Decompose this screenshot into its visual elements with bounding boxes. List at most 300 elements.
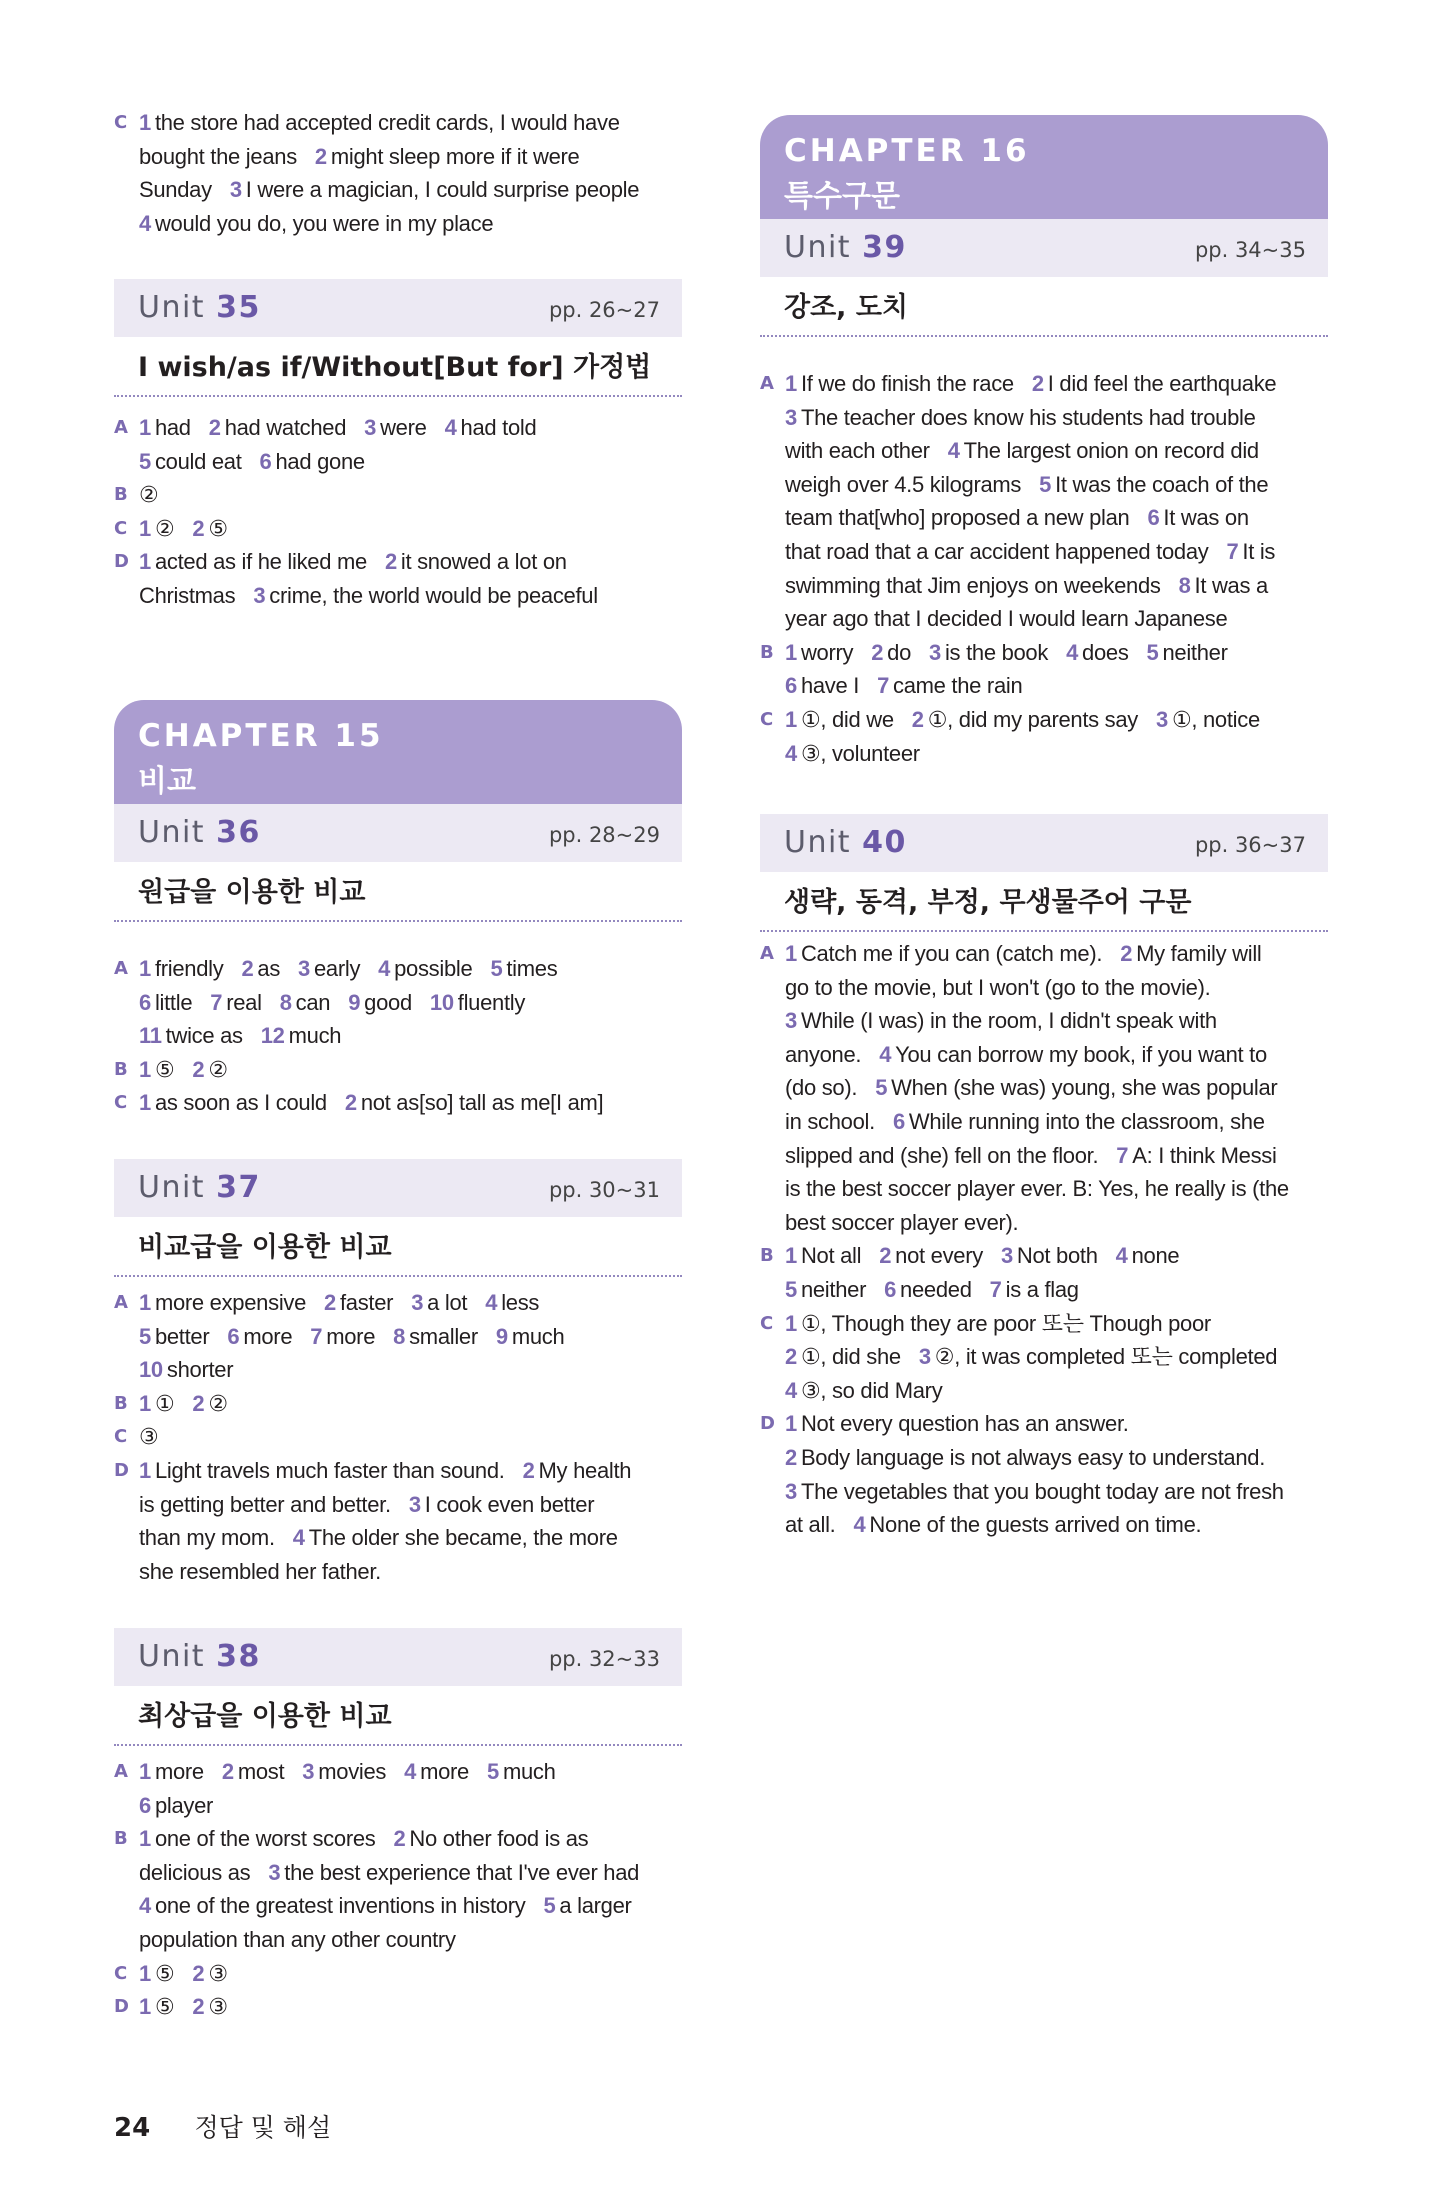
answer-item: [785, 1344, 901, 1369]
answer-line: [114, 140, 682, 174]
answer-text: than my mom.: [139, 1525, 275, 1551]
answer-text: slipped and (she) fell on the floor.: [785, 1142, 1099, 1168]
answer-text: I cook even better: [424, 1491, 595, 1517]
answer-item: [139, 1525, 275, 1550]
section-label: C: [760, 708, 773, 730]
answer-line: [114, 1889, 682, 1923]
answer-item: [260, 449, 365, 474]
answer-item: [192, 1391, 227, 1416]
answer-item: [378, 956, 472, 981]
section-label: C: [114, 1092, 127, 1114]
item-number: 2: [192, 1960, 205, 1986]
answer-line: [760, 703, 1328, 737]
answer-text: ①, Though they are poor 또는 Though poor: [800, 1310, 1211, 1336]
answer-text: with each other: [785, 438, 930, 464]
answer-text: While running into the classroom, she: [908, 1108, 1265, 1134]
answer-item: [209, 415, 346, 440]
item-number: 4: [404, 1759, 417, 1784]
unit-pages: pp. 36~37: [1194, 833, 1306, 857]
answer-text: go to the movie, but I won't (go to the movie).: [785, 974, 1211, 1000]
item-number: 4: [1115, 1243, 1128, 1269]
item-number: 1: [139, 1290, 151, 1315]
item-number: 9: [495, 1323, 508, 1349]
answer-text: smaller: [409, 1323, 478, 1349]
unit-title: 생략, 동격, 부정, 무생물주어 구문: [760, 872, 1328, 932]
item-number: 2: [879, 1243, 892, 1269]
answer-item: [879, 1243, 983, 1268]
answer-text: fluently: [457, 989, 526, 1015]
answer-item: [785, 1445, 1265, 1470]
item-number: 7: [877, 673, 890, 699]
answer-item: [785, 438, 930, 463]
answer-text: ②: [154, 515, 175, 541]
item-number: 2: [192, 515, 205, 541]
section-label: C: [760, 1312, 773, 1334]
answer-text: were: [380, 415, 427, 440]
answer-item: [1147, 505, 1248, 530]
answer-text: population than any other country: [139, 1926, 456, 1952]
item-number: 4: [879, 1041, 892, 1067]
unit-pages: pp. 26~27: [548, 298, 660, 322]
answer-line: [760, 971, 1328, 1005]
answer-text: I were a magician, I could surprise people: [245, 177, 640, 203]
answer-text: ⑤: [154, 1056, 175, 1082]
answer-item: [139, 110, 620, 135]
answer-item: [241, 956, 280, 981]
answer-text: neither: [1162, 639, 1228, 665]
answer-text: It was the coach of the: [1055, 471, 1269, 497]
answer-text: possible: [394, 956, 473, 981]
answer-text: real: [226, 989, 262, 1015]
answer-item: [192, 1994, 227, 2019]
answer-item: [139, 211, 493, 236]
answer-item: [139, 1559, 381, 1584]
item-number: 4: [292, 1525, 305, 1551]
answer-item: [430, 990, 525, 1015]
item-number: 3: [785, 1008, 797, 1034]
answer-item: [1179, 573, 1268, 598]
unit-title: 강조, 도치: [760, 277, 1328, 337]
unit-39: [760, 219, 1328, 337]
answer-text: bought the jeans: [139, 143, 297, 169]
answer-line: [760, 1105, 1328, 1139]
answer-item: [853, 1512, 1201, 1537]
answer-line: [760, 1340, 1328, 1374]
answer-text: ⑤: [154, 1994, 175, 2020]
item-number: 6: [227, 1323, 240, 1349]
item-number: 4: [785, 740, 797, 766]
answer-item: [139, 449, 242, 474]
item-number: 4: [1066, 639, 1079, 665]
answer-item: [139, 1793, 213, 1818]
answer-line: [760, 669, 1328, 703]
unit-title: I wish/as if/Without[But for] 가정법: [114, 337, 682, 397]
answer-text: No other food is as: [409, 1826, 589, 1852]
answer-text: shorter: [166, 1357, 234, 1383]
answer-text: ③: [139, 1424, 159, 1450]
answer-line: [760, 1172, 1328, 1206]
answer-item: [785, 707, 894, 732]
answer-text: delicious as: [139, 1859, 251, 1885]
answer-text: might sleep more if it were: [330, 143, 580, 169]
answer-text: a lot: [427, 1290, 468, 1315]
answer-text: that road that a car accident happened today: [785, 538, 1209, 564]
item-number: 4: [853, 1512, 866, 1538]
answer-item: [785, 1277, 866, 1302]
answer-item: [139, 1927, 456, 1952]
unit-36: [114, 804, 682, 922]
item-number: 6: [1147, 505, 1160, 531]
answer-line: [760, 602, 1328, 636]
answer-item: [192, 1961, 227, 1986]
answer-item: [893, 1109, 1265, 1134]
answer-item: [310, 1324, 375, 1349]
answer-text: early: [313, 956, 361, 981]
item-number: 11: [139, 1023, 162, 1049]
answer-text: at all.: [785, 1512, 836, 1538]
answer-text: can: [295, 989, 331, 1015]
answer-item: [1120, 941, 1261, 966]
answer-line: [760, 1071, 1328, 1105]
answer-text: the best experience that I've ever had: [284, 1859, 640, 1885]
answer-text: could eat: [154, 448, 242, 474]
answer-text: had: [154, 415, 191, 440]
answer-item: [785, 941, 1102, 966]
answer-text: While (I was) in the room, I didn't speak with: [800, 1008, 1217, 1034]
answer-line: [760, 1407, 1328, 1441]
answer-text: she resembled her father.: [139, 1558, 381, 1584]
item-number: 5: [1146, 639, 1159, 665]
answer-text: none: [1131, 1243, 1180, 1269]
answer-item: [139, 177, 212, 202]
answer-text: friendly: [154, 956, 224, 981]
answer-text: ①, did we: [800, 706, 894, 732]
unit-label: Unit 38: [138, 1639, 261, 1674]
answer-text: more: [243, 1323, 293, 1349]
answer-item: [1147, 640, 1228, 665]
answer-text: When (she was) young, she was popular: [891, 1075, 1278, 1101]
answer-text: do: [887, 639, 912, 665]
answer-text: Not both: [1016, 1243, 1098, 1269]
answer-line: [114, 1053, 682, 1087]
answer-line: [760, 1441, 1328, 1475]
answer-text: The largest onion on record did: [963, 438, 1259, 464]
answer-item: [785, 673, 859, 698]
answer-text: have I: [800, 673, 860, 699]
unit-36-answers: [114, 952, 682, 1120]
answer-item: [298, 956, 360, 981]
answer-line: [114, 1353, 682, 1387]
unit-header: [114, 1628, 682, 1686]
answer-text: as soon as I could: [154, 1090, 327, 1116]
section-label: A: [760, 943, 774, 964]
item-number: 5: [490, 956, 503, 981]
item-number: 1: [139, 1056, 151, 1082]
item-number: 5: [1039, 471, 1052, 497]
answer-text: more expensive: [154, 1290, 307, 1315]
item-number: 2: [384, 549, 397, 575]
chapter-title: 비교: [138, 764, 196, 799]
answer-text: neither: [800, 1276, 867, 1302]
answer-line: [760, 1307, 1328, 1341]
answers-c-continued: [114, 106, 682, 240]
answer-text: team that[who] proposed a new plan: [785, 505, 1130, 531]
item-number: 3: [302, 1759, 315, 1784]
answer-text: not every: [895, 1243, 983, 1269]
answer-item: [485, 1290, 539, 1315]
answer-item: [139, 1994, 174, 2019]
item-number: 5: [785, 1276, 797, 1302]
answer-line: [760, 1206, 1328, 1240]
answer-item: [139, 144, 297, 169]
item-number: 7: [989, 1276, 1002, 1302]
answer-item: [253, 583, 597, 608]
answer-item: [785, 539, 1208, 564]
item-number: 2: [192, 1994, 205, 2020]
unit-title: 원급을 이용한 비교: [114, 862, 682, 922]
answer-item: [139, 1090, 327, 1115]
answer-line: [114, 1420, 682, 1454]
answer-item: [785, 1512, 835, 1537]
item-number: 2: [344, 1090, 357, 1116]
unit-35-answers: [114, 411, 682, 613]
item-number: 4: [485, 1290, 498, 1315]
item-number: 2: [208, 415, 221, 440]
item-number: 4: [139, 1893, 151, 1919]
item-number: 1: [139, 1994, 151, 2020]
answer-item: [139, 956, 223, 981]
item-number: 2: [221, 1759, 234, 1784]
answer-text: swimming that Jim enjoys on weekends: [785, 572, 1161, 598]
answer-line: [114, 1555, 682, 1589]
answer-text: A: I think Messi: [1132, 1142, 1277, 1168]
answer-item: [139, 1023, 243, 1048]
answer-item: [1226, 539, 1275, 564]
chapter-title: 특수구문: [784, 179, 900, 214]
answer-item: [785, 1378, 942, 1403]
answer-text: much: [288, 1023, 342, 1049]
item-number: 1: [139, 956, 151, 981]
answer-item: [139, 549, 367, 574]
item-number: 3: [408, 1491, 421, 1517]
answer-text: twice as: [165, 1023, 243, 1049]
answer-line: [114, 1320, 682, 1354]
answer-line: [760, 501, 1328, 535]
answer-text: Not every question has an answer.: [800, 1411, 1129, 1437]
answer-line: [114, 1286, 682, 1320]
answer-item: [139, 482, 158, 507]
item-number: 1: [139, 549, 151, 575]
answer-item: [139, 415, 191, 440]
answer-item: [785, 741, 920, 766]
answer-line: [760, 367, 1328, 401]
unit-header: [114, 279, 682, 337]
answer-line: [114, 478, 682, 512]
answer-item: [192, 516, 227, 541]
answer-line: [114, 1387, 682, 1421]
answer-item: [139, 1324, 209, 1349]
answer-text: a larger: [559, 1893, 632, 1919]
unit-37-answers: [114, 1286, 682, 1588]
answer-item: [785, 1109, 875, 1134]
answer-line: [114, 1789, 682, 1823]
unit-40: [760, 814, 1328, 932]
section-label: B: [760, 1245, 774, 1267]
answer-line: [114, 1990, 682, 2024]
answer-item: [293, 1525, 618, 1550]
answer-item: [543, 1893, 631, 1918]
answer-item: [871, 640, 911, 665]
answer-line: [760, 1273, 1328, 1307]
answer-line: [114, 1454, 682, 1488]
answer-text: My health: [538, 1457, 632, 1483]
answer-item: [230, 177, 639, 202]
answer-text: ②: [208, 1390, 228, 1416]
item-number: 2: [1120, 941, 1133, 966]
answer-item: [139, 1759, 204, 1784]
answer-text: You can borrow my book, if you want to: [895, 1041, 1267, 1067]
answer-text: weigh over 4.5 kilograms: [785, 471, 1022, 497]
answer-item: [139, 1860, 250, 1885]
item-number: 2: [1031, 371, 1044, 396]
answer-line: [760, 937, 1328, 971]
item-number: 6: [259, 448, 272, 474]
item-number: 1: [139, 1090, 151, 1116]
section-label: A: [114, 1292, 128, 1313]
answer-text: ②: [139, 482, 159, 508]
answer-line: [114, 1923, 682, 1957]
answer-text: ②: [208, 1056, 228, 1082]
section-label: A: [760, 373, 774, 394]
answer-item: [785, 472, 1021, 497]
answer-item: [404, 1759, 469, 1784]
section-label: C: [114, 517, 127, 539]
answer-text: in school.: [785, 1108, 875, 1134]
answer-line: [760, 434, 1328, 468]
answer-text: had watched: [224, 415, 347, 440]
answer-text: None of the guests arrived on time.: [869, 1512, 1202, 1538]
answer-text: had told: [460, 415, 537, 440]
answer-item: [139, 1893, 525, 1918]
answer-item: [139, 1357, 233, 1382]
item-number: 3: [229, 177, 242, 203]
answer-text: anyone.: [785, 1041, 862, 1067]
answer-item: [879, 1042, 1267, 1067]
section-label: C: [114, 112, 127, 133]
answer-text: faster: [339, 1290, 394, 1315]
item-number: 6: [892, 1108, 905, 1134]
item-number: 1: [785, 941, 797, 966]
item-number: 4: [139, 210, 151, 236]
answer-item: [139, 583, 235, 608]
unit-35: [114, 279, 682, 397]
section-label: D: [114, 1459, 129, 1481]
answer-text: as: [257, 956, 281, 981]
answer-text: ①: [154, 1390, 175, 1416]
section-label: C: [114, 1426, 127, 1448]
answer-item: [785, 1479, 1284, 1504]
answer-item: [785, 1143, 1098, 1168]
answer-line: [114, 512, 682, 546]
answer-item: [785, 573, 1161, 598]
answer-text: Catch me if you can (catch me).: [800, 941, 1103, 966]
unit-pages: pp. 34~35: [1194, 238, 1306, 262]
answer-item: [139, 1961, 174, 1986]
item-number: 2: [785, 1344, 797, 1370]
item-number: 3: [1000, 1243, 1013, 1269]
answer-text: Sunday: [139, 177, 212, 203]
answer-item: [877, 673, 1022, 698]
answer-item: [785, 1008, 1217, 1033]
answer-text: more: [326, 1323, 376, 1349]
answer-text: had gone: [275, 448, 365, 474]
section-label: B: [114, 484, 128, 506]
answer-line: [114, 1957, 682, 1991]
section-label: B: [114, 1392, 128, 1414]
answer-text: Light travels much faster than sound.: [154, 1457, 505, 1483]
answer-item: [785, 371, 1014, 396]
answer-line: [760, 569, 1328, 603]
item-number: 1: [139, 110, 151, 135]
item-number: 5: [139, 1323, 151, 1349]
answer-line: [760, 1475, 1328, 1509]
answer-text: more: [420, 1759, 469, 1784]
item-number: 12: [260, 1023, 285, 1049]
item-number: 7: [1226, 538, 1239, 564]
answer-item: [139, 1057, 174, 1082]
answer-text: ③: [208, 1960, 228, 1986]
answer-line: [114, 1856, 682, 1890]
answer-line: [114, 207, 682, 241]
answer-text: one of the worst scores: [154, 1826, 376, 1852]
item-number: 3: [364, 415, 377, 440]
answer-item: [445, 415, 537, 440]
answer-text: ③, volunteer: [800, 740, 920, 766]
item-number: 2: [911, 706, 924, 732]
item-number: 7: [310, 1323, 323, 1349]
item-number: 3: [268, 1859, 281, 1885]
answer-item: [785, 1075, 857, 1100]
item-number: 1: [785, 1310, 797, 1336]
unit-title: 최상급을 이용한 비교: [114, 1686, 682, 1746]
answer-item: [302, 1759, 386, 1784]
section-label: D: [114, 551, 129, 573]
answer-text: ①, notice: [1171, 706, 1260, 732]
answer-text: It is: [1242, 538, 1276, 564]
answer-item: [785, 1042, 861, 1067]
item-number: 8: [1178, 572, 1191, 598]
answer-item: [139, 990, 192, 1015]
unit-pages: pp. 32~33: [548, 1647, 660, 1671]
answer-item: [785, 405, 1256, 430]
unit-label: Unit 37: [138, 1170, 261, 1205]
answer-line: [760, 1374, 1328, 1408]
item-number: 7: [210, 989, 223, 1015]
answer-text: the store had accepted credit cards, I would have: [154, 110, 620, 135]
answer-item: [785, 1176, 1289, 1201]
item-number: 9: [348, 989, 361, 1015]
answer-line: [114, 1822, 682, 1856]
answer-item: [345, 1090, 604, 1115]
item-number: 1: [785, 639, 797, 665]
answer-text: ①, did my parents say: [927, 706, 1139, 732]
answer-line: [760, 1004, 1328, 1038]
answer-line: [760, 401, 1328, 435]
item-number: 1: [139, 1826, 151, 1852]
item-number: 2: [324, 1290, 336, 1315]
answer-item: [785, 1243, 861, 1268]
answer-item: [139, 1826, 375, 1851]
